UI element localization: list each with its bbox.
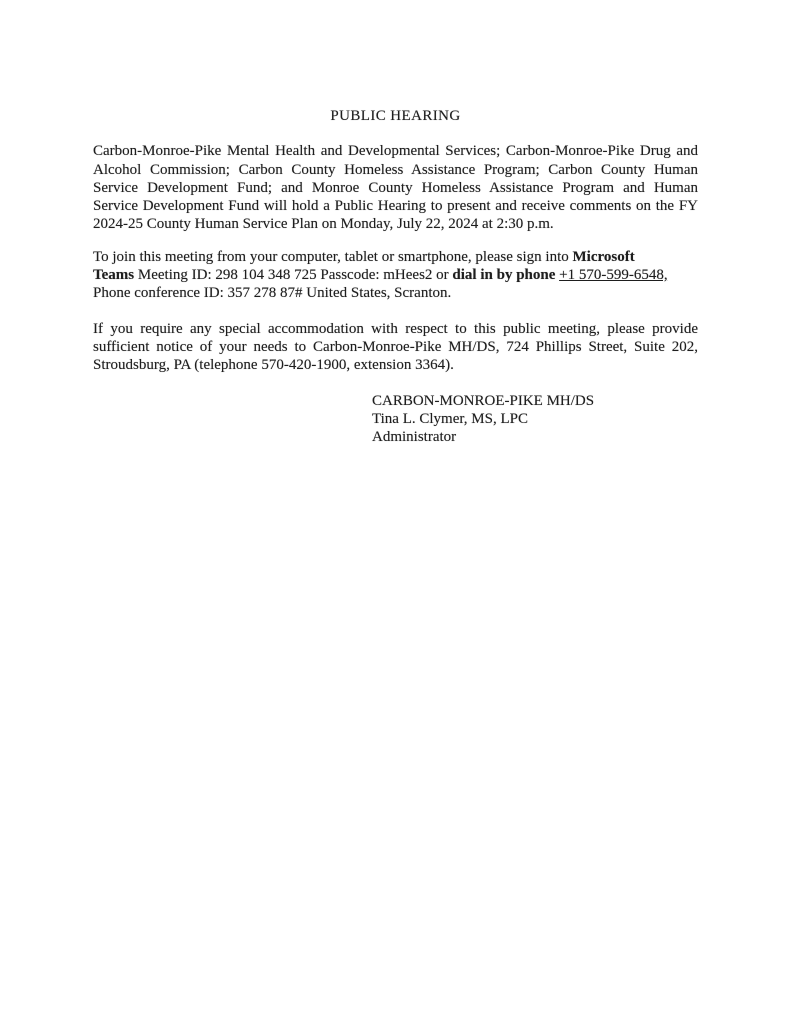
paragraph-accommodation-line: Stroudsburg, PA (telephone 570-420-1900, extension 3364). [93, 357, 454, 374]
dial-in-by-phone-bold: dial in by phone [452, 267, 556, 284]
paragraph-accommodation [93, 320, 698, 375]
paragraph-agencies-line: Alcohol Commission; Carbon County Homeless Assistance Program; Carbon County Human [93, 161, 698, 178]
document-title: PUBLIC HEARING [330, 108, 461, 124]
meeting-access-line-3: Phone conference ID: 357 278 87# United States, Scranton. [93, 285, 452, 302]
meeting-id-text: Meeting ID: 298 104 348 725 Passcode: mHees2 or [134, 267, 453, 284]
phone-number-underlined: +1 570-599-6548, [559, 267, 668, 284]
paragraph-agencies-line: Service Development Fund; and Monroe County Homeless Assistance Program and Human [93, 179, 698, 196]
microsoft-teams-bold-part1: Microsoft [572, 248, 635, 265]
paragraph-accommodation-line: sufficient notice of your needs to Carbon-Monroe-Pike MH/DS, 724 Phillips Street, Suite 202, [93, 338, 698, 355]
meeting-access-text: To join this meeting from your computer, tablet or smartphone, please sign into [93, 248, 573, 265]
paragraph-meeting-access [93, 248, 698, 303]
paragraph-agencies-line: Carbon-Monroe-Pike Mental Health and Developmental Services; Carbon-Monroe-Pike Drug and [93, 143, 698, 160]
document-content [93, 107, 698, 446]
signature-block [372, 392, 698, 447]
paragraph-agencies-line: Service Development Fund will hold a Public Hearing to present and receive comments on the FY [93, 198, 698, 215]
meeting-access-line-1 [93, 248, 698, 266]
microsoft-teams-bold-part2: Teams [93, 267, 135, 284]
paragraph-agencies [93, 142, 698, 233]
paragraph-accommodation-line: If you require any special accommodation with respect to this public meeting, please provide [93, 320, 698, 337]
meeting-access-line-2 [93, 266, 698, 284]
signature-name: Tina L. Clymer, MS, LPC [372, 410, 528, 427]
signature-organization: CARBON-MONROE-PIKE MH/DS [372, 392, 595, 409]
signature-role: Administrator [372, 429, 457, 446]
paragraph-agencies-line: 2024-25 County Human Service Plan on Monday, July 22, 2024 at 2:30 p.m. [93, 216, 554, 233]
